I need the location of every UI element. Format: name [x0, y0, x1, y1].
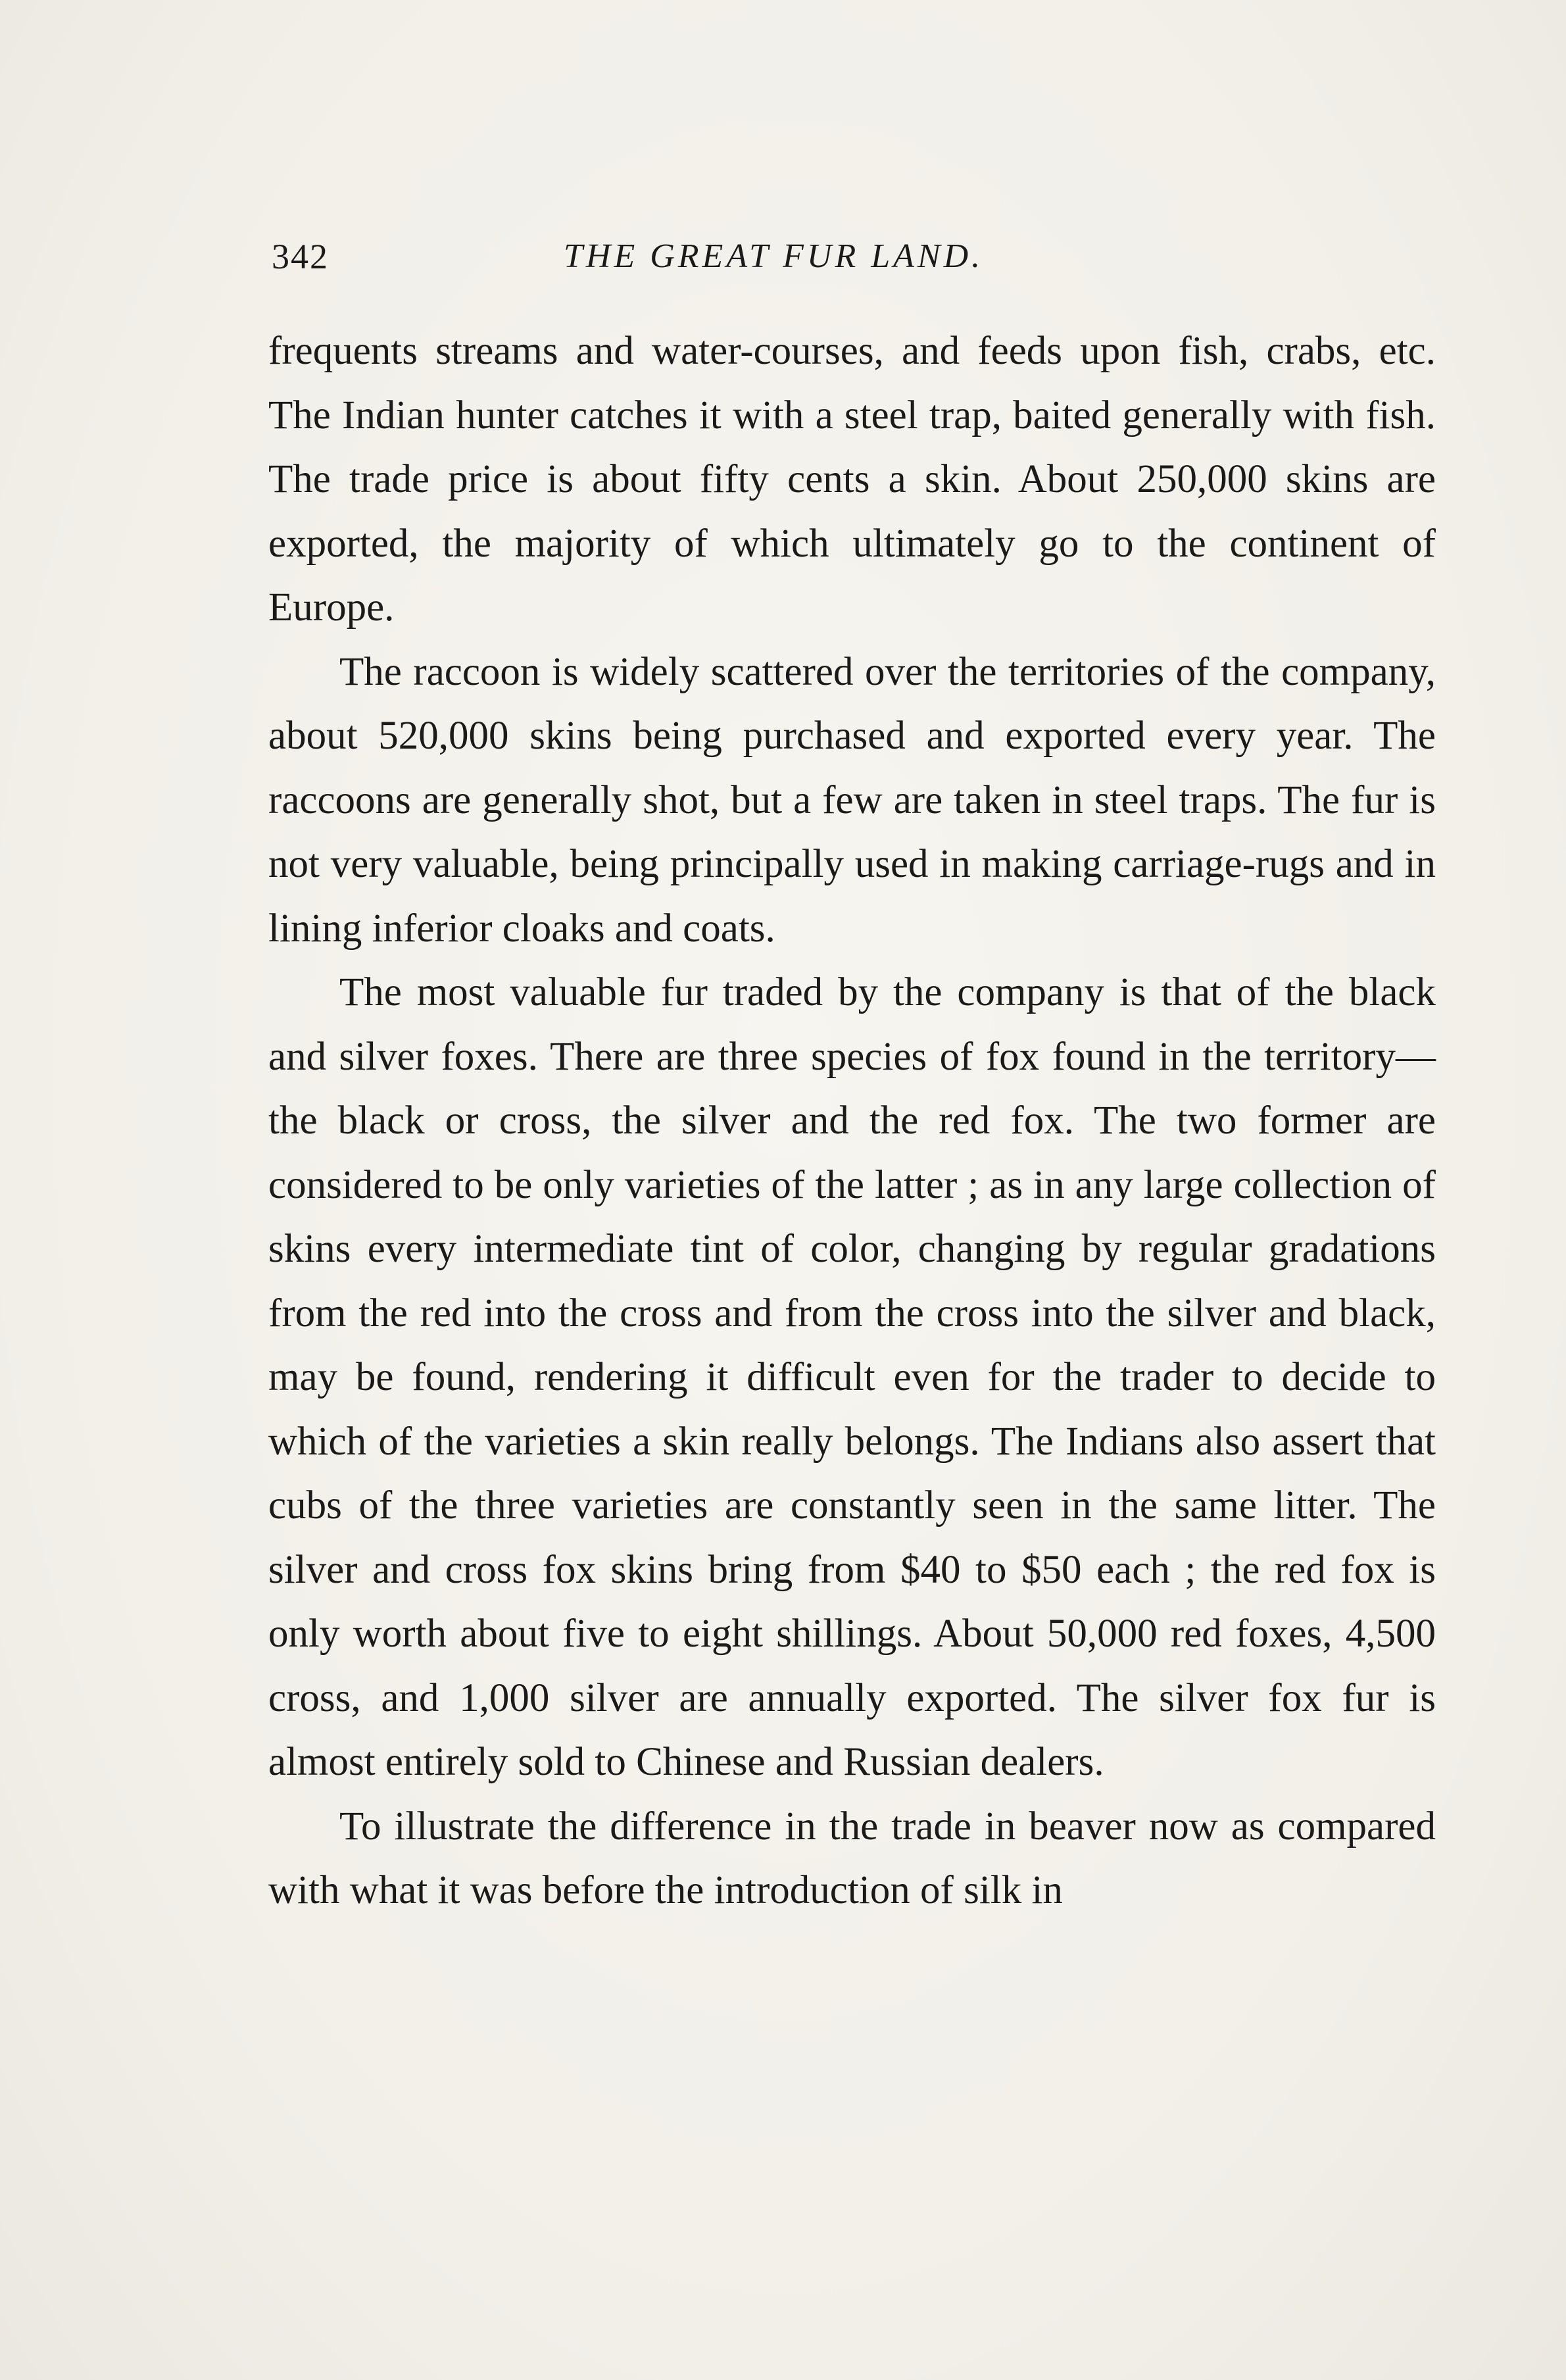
paragraph-otter-continued: frequents streams and water-courses, and feeds upon fish, crabs, etc. The Indian hunter catches it with a steel trap, baited generally with fish. The trade price is about fifty cents a skin. About 250,000 skins are exported, the majority of which ultimately go to the continent of Europe. [268, 329, 1436, 630]
paragraph-beaver-trade: To illustrate the difference in the trade in beaver now as compared with what it was before the introduction of silk in [268, 1804, 1436, 1912]
page-number: 342 [272, 237, 329, 276]
body-text [268, 319, 1436, 1923]
paragraph-raccoon: The raccoon is widely scattered over the territories of the company, about 520,000 skins being purchased and exported every year. The raccoons are generally shot, but a few are taken in steel traps. The fur is not very valuable, being principally used in making carriage-rugs and in lining inferior cloaks and coats. [268, 649, 1436, 951]
running-title: THE GREAT FUR LAND. [564, 237, 984, 275]
paragraph-foxes: The most valuable fur traded by the company is that of the black and silver foxes. There are three species of fox found in the territory—the black or cross, the silver and the red fox. The two former are considered to be only varieties of the latter ; as in any large collection of skins every intermediate tint of color, changing by regular gradations from the red into the cross and from the cross into the silver and black, may be found, rendering it difficult even for the trader to decide to which of the varieties a skin really belongs. The Indians also assert that cubs of the three varieties are constantly seen in the same litter. The silver and cross fox skins bring from $40 to $50 each ; the red fox is only worth about five to eight shillings. About 50,000 red foxes, 4,500 cross, and 1,000 silver are annually exported. The silver fox fur is almost entirely sold to Chinese and Russian dealers. [268, 970, 1436, 1784]
page-header [272, 230, 1432, 283]
